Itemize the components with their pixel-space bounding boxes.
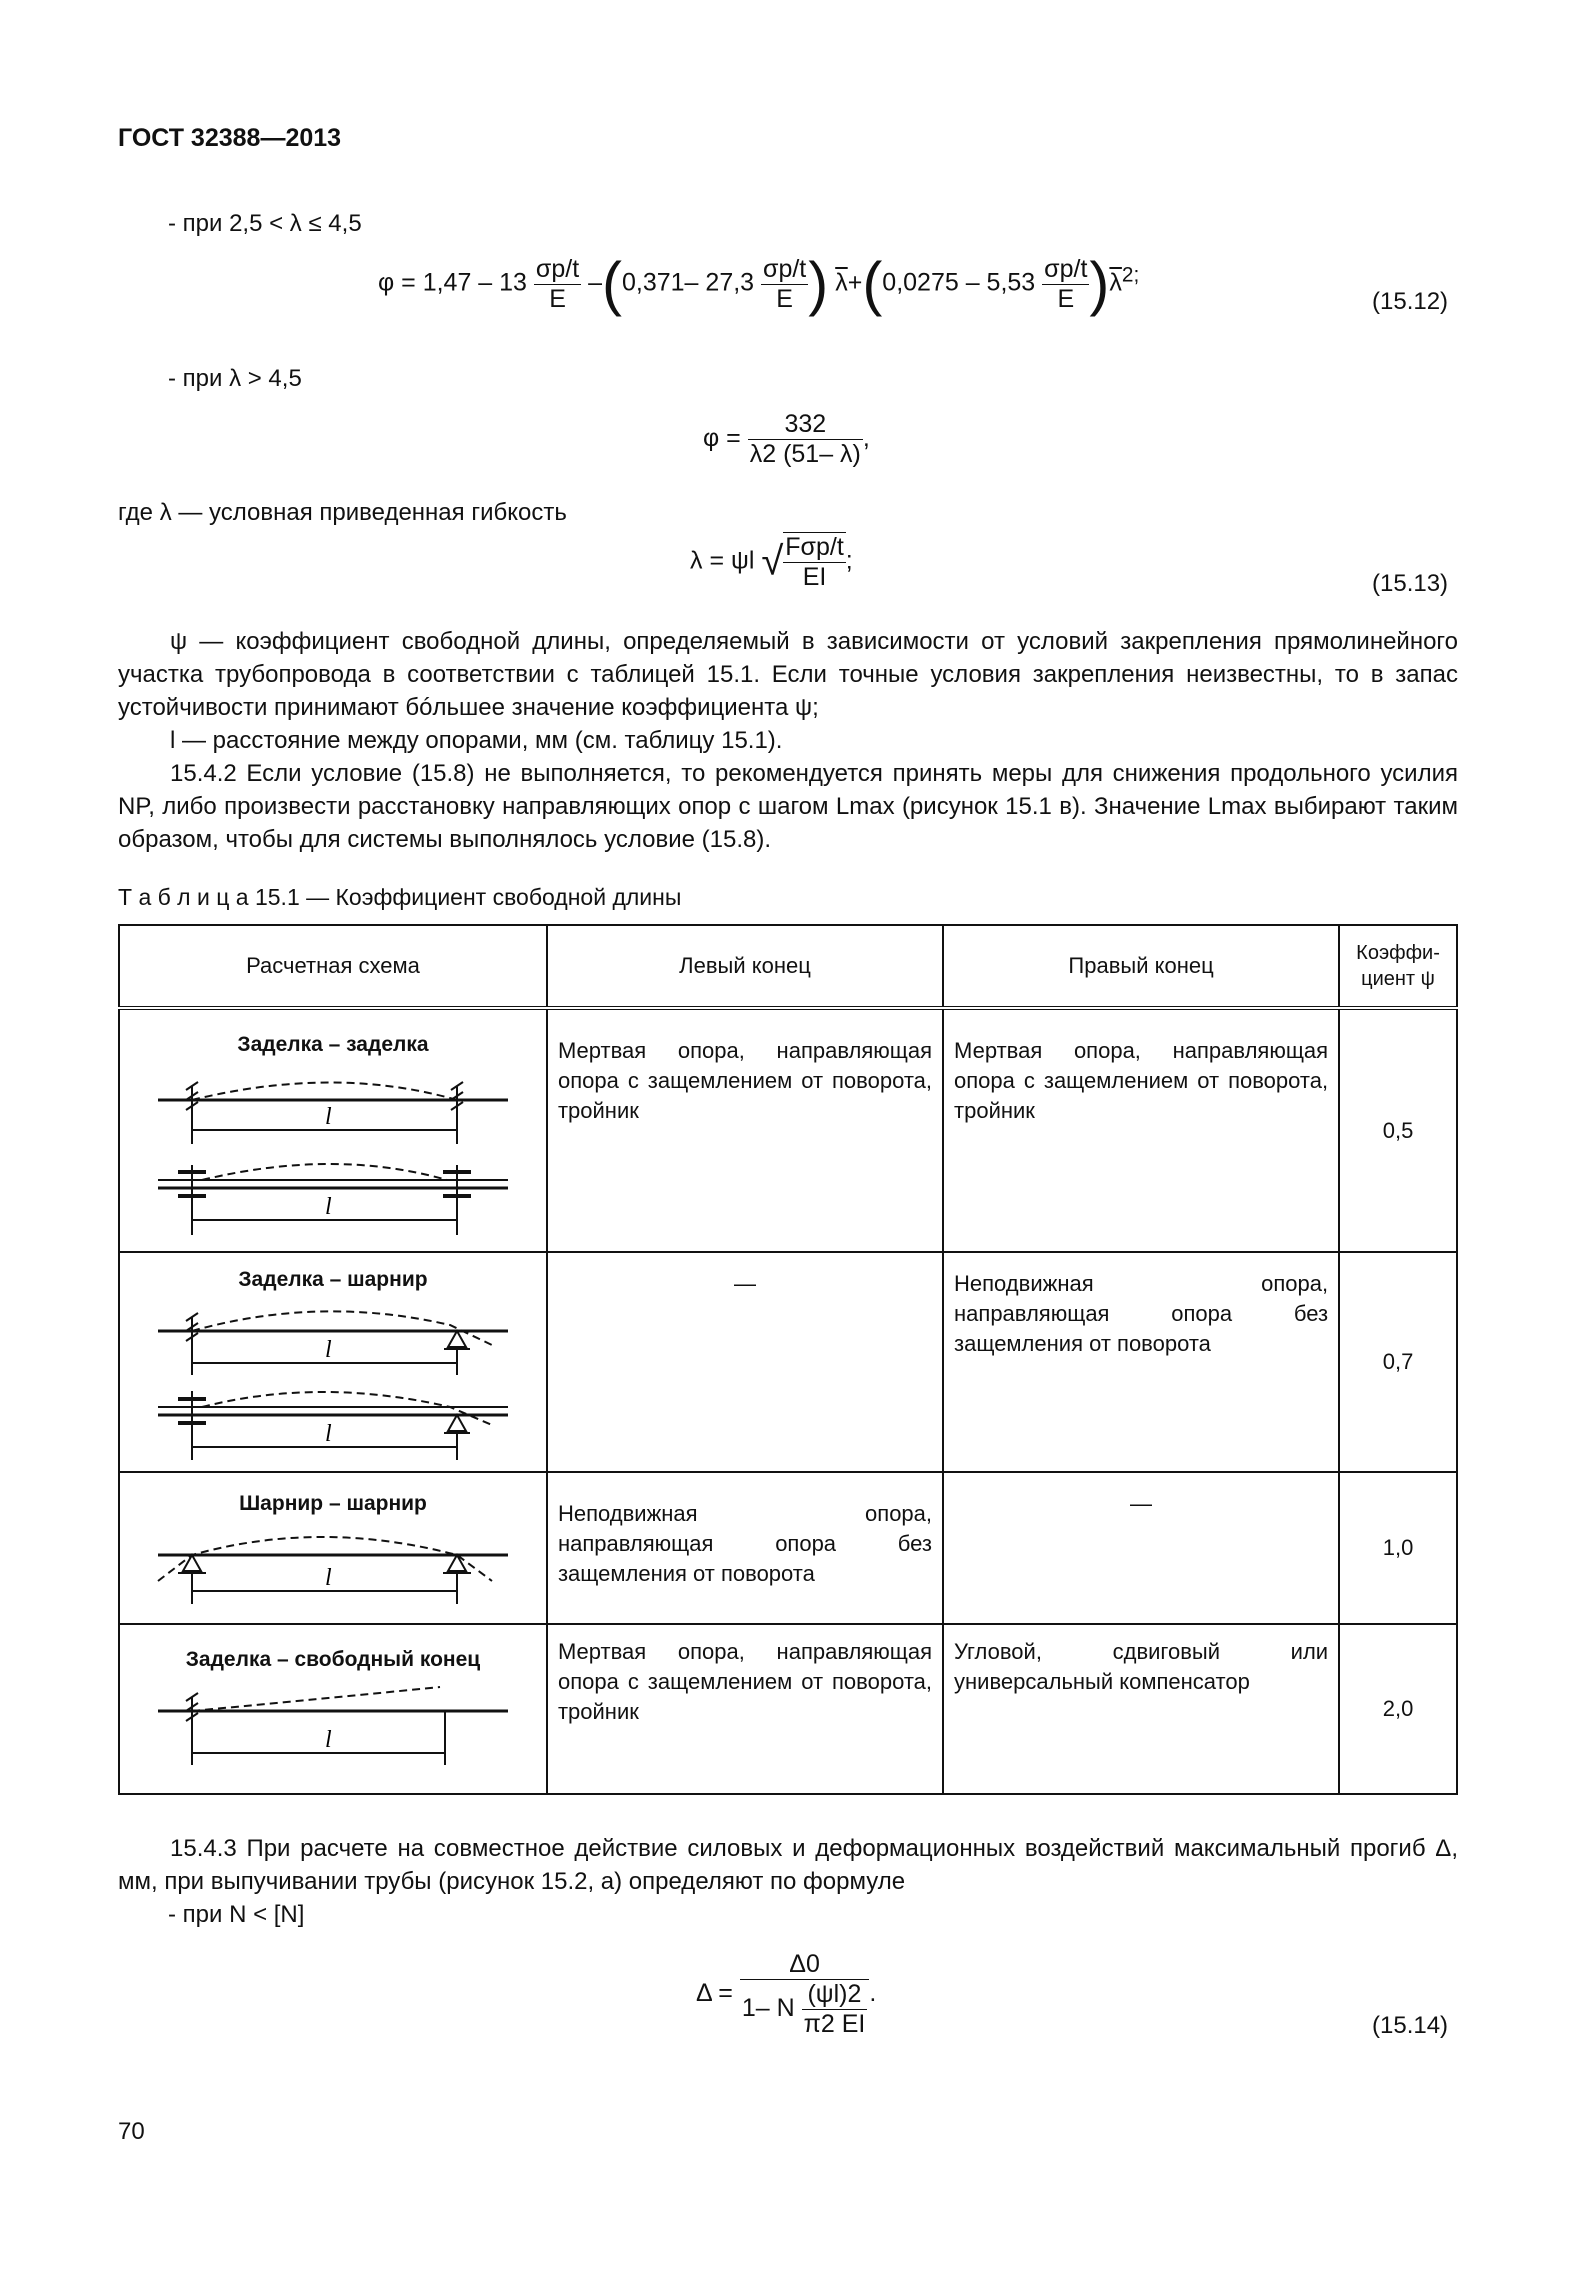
f1512-lambda-2: $\overline{\lambda}$ <box>1109 268 1122 297</box>
right-end-cell: — <box>943 1472 1339 1624</box>
left-end-cell: Мертвая опора, направляющая опора с защемлением от поворота, тройник <box>547 1008 943 1252</box>
condition-n: - при N < [N] <box>168 1901 305 1928</box>
f1513-num: Fσp/t <box>785 533 844 561</box>
formula-phi <box>703 410 870 469</box>
condition-1 <box>168 207 362 240</box>
table-header-row <box>119 925 1457 1008</box>
span-label-1: l <box>325 1104 332 1130</box>
scheme-hinge-hinge-diagram <box>120 1519 540 1619</box>
fphi-num: 332 <box>748 410 863 440</box>
f1513-tail: ; <box>845 546 853 575</box>
header-coefficient: Коэффи-циент ψ <box>1339 925 1457 1008</box>
table-row <box>119 1252 1457 1472</box>
table-caption: Т а б л и ц а 15.1 — Коэффициент свободной длины <box>118 884 682 910</box>
f1514-tail: . <box>869 1979 877 2008</box>
fphi-lhs: φ = <box>703 424 741 453</box>
left-end-cell: Неподвижная опора, направляющая опора без защемления от поворота <box>547 1472 943 1624</box>
scheme-fixed-fixed-diagram <box>120 1060 540 1240</box>
eq-number-15-14: (15.14) <box>1372 2012 1449 2039</box>
formula-15-14 <box>696 1950 876 2039</box>
f1514-lhs: Δ = <box>696 1979 733 2008</box>
left-end-cell: — <box>547 1252 943 1472</box>
scheme-fixed-hinge-diagram <box>120 1295 540 1465</box>
f1512-E-2: E <box>776 284 793 313</box>
f1514-den-num: (ψl)2 <box>802 1980 868 2010</box>
right-end-cell: Неподвижная опора, направляющая опора без защемления от поворота <box>943 1252 1339 1472</box>
f1512-lambda-1: $\overline{\lambda}$ <box>835 268 848 297</box>
f1513-den: EI <box>802 563 827 591</box>
f1512-plus: + <box>847 268 863 297</box>
scheme-title: Заделка – свободный конец <box>185 1648 481 1671</box>
f1512-sigma-3: σp/t <box>1044 254 1088 283</box>
condition-1-text: - при 2,5 < λ ≤ 4,5 <box>168 210 362 237</box>
scheme-cell <box>119 1472 547 1624</box>
scheme-fixed-free-diagram <box>120 1675 540 1775</box>
table-row <box>119 1624 1457 1794</box>
left-end-cell: Мертвая опора, направляющая опора с защемлением от поворота, тройник <box>547 1624 943 1794</box>
f1512-lhs: φ = 1,47 – 13 <box>378 268 527 297</box>
f1513-lhs: λ = ψl <box>690 546 755 575</box>
f1512-sq: 2; <box>1121 263 1140 287</box>
coefficient-cell: 0,5 <box>1339 1008 1457 1252</box>
paragraph-15-4-3: 15.4.3 При расчете на совместное действие силовых и деформационных воздействий максимальный прогиб Δ, мм, при выпучивании трубы (рисунок 15.2, а) определяют по формуле <box>118 1835 1458 1895</box>
paragraph-15-4-2: 15.4.2 Если условие (15.8) не выполняется, то рекомендуется принять меры для снижения продольного усилия NP, либо произвести расстановку направляющих опор с шагом Lmax (рисунок 15.1 в). Значение Lmax выбирают таким образом, чтобы для системы выполнялось условие (15.8). <box>118 760 1458 853</box>
scheme-cell <box>119 1008 547 1252</box>
formula-15-12: φ = 1,47 – 13 $\frac{\sigma p/t}{E}$ –(0,371– 27,3 $\frac{\sigma p/t}{E}$ ) $\overline{\lambda}+(0,0275 - 5,53$ $\frac{\sigma p/t}{E}$ )$\overline{\lambda}^{2;}$ <box>378 250 1140 317</box>
f1514-num: Δ0 <box>740 1950 869 1980</box>
scheme-title: Заделка – шарнир <box>238 1268 428 1291</box>
f1512-E-3: E <box>1057 284 1075 313</box>
scheme-cell <box>119 1252 547 1472</box>
header-right-end: Правый конец <box>943 925 1339 1008</box>
where-lambda: где λ — условная приведенная гибкость <box>118 499 567 526</box>
table-row <box>119 1472 1457 1624</box>
span-label: l <box>325 1565 332 1591</box>
f1512-E-1: E <box>549 284 566 313</box>
scheme-title: Шарнир – шарнир <box>239 1492 427 1515</box>
f1512-part1: 0,371– 27,3 <box>622 268 755 297</box>
formula-15-13: λ = ψl √ $\frac{\text{Fσp/t}}{EI}$ ; <box>690 533 853 591</box>
span-label-1: l <box>325 1337 332 1363</box>
span-label: l <box>325 1727 332 1753</box>
coefficient-table <box>118 924 1458 1795</box>
span-label-2: l <box>325 1194 332 1220</box>
condition-2: - при λ > 4,5 <box>168 365 302 392</box>
f1512-part2: 0,0275 – 5,53 <box>882 268 1036 297</box>
eq-number-15-13: (15.13) <box>1372 570 1449 597</box>
f1514-den-den: π2 EI <box>803 2010 866 2038</box>
eq-number-15-12: (15.12) <box>1372 288 1449 315</box>
f1512-sigma-1: σp/t <box>535 254 580 283</box>
f1512-sigma-2: σp/t <box>763 254 807 283</box>
scheme-cell <box>119 1624 547 1794</box>
fphi-den: λ2 (51– λ) <box>749 440 861 468</box>
coefficient-cell: 1,0 <box>1339 1472 1457 1624</box>
f1512-minus: – <box>588 268 603 297</box>
scheme-title: Заделка – заделка <box>237 1033 429 1056</box>
header-left-end: Левый конец <box>547 925 943 1008</box>
l-definition: l — расстояние между опорами, мм (см. таблицу 15.1). <box>170 727 783 754</box>
span-label-2: l <box>325 1421 332 1447</box>
right-end-cell: Мертвая опора, направляющая опора с защемлением от поворота, тройник <box>943 1008 1339 1252</box>
psi-definition: ψ — коэффициент свободной длины, определяемый в зависимости от условий закрепления прямолинейного участка трубопровода в соответствии с таблицей 15.1. Если точные условия закрепления неизвестны, то в запас устойчивости принимают бóльшее значение коэффициента ψ; <box>118 628 1458 721</box>
f1514-den-pre: 1– N <box>741 1994 795 2023</box>
doc-header: ГОСТ 32388—2013 <box>118 124 342 152</box>
f1514-den <box>740 1980 869 2039</box>
coefficient-cell: 2,0 <box>1339 1624 1457 1794</box>
table-row <box>119 1008 1457 1252</box>
header-scheme: Расчетная схема <box>119 925 547 1008</box>
fphi-tail: , <box>862 424 870 453</box>
coefficient-cell: 0,7 <box>1339 1252 1457 1472</box>
page-number: 70 <box>118 2118 145 2145</box>
right-end-cell: Угловой, сдвиговый или универсальный компенсатор <box>943 1624 1339 1794</box>
